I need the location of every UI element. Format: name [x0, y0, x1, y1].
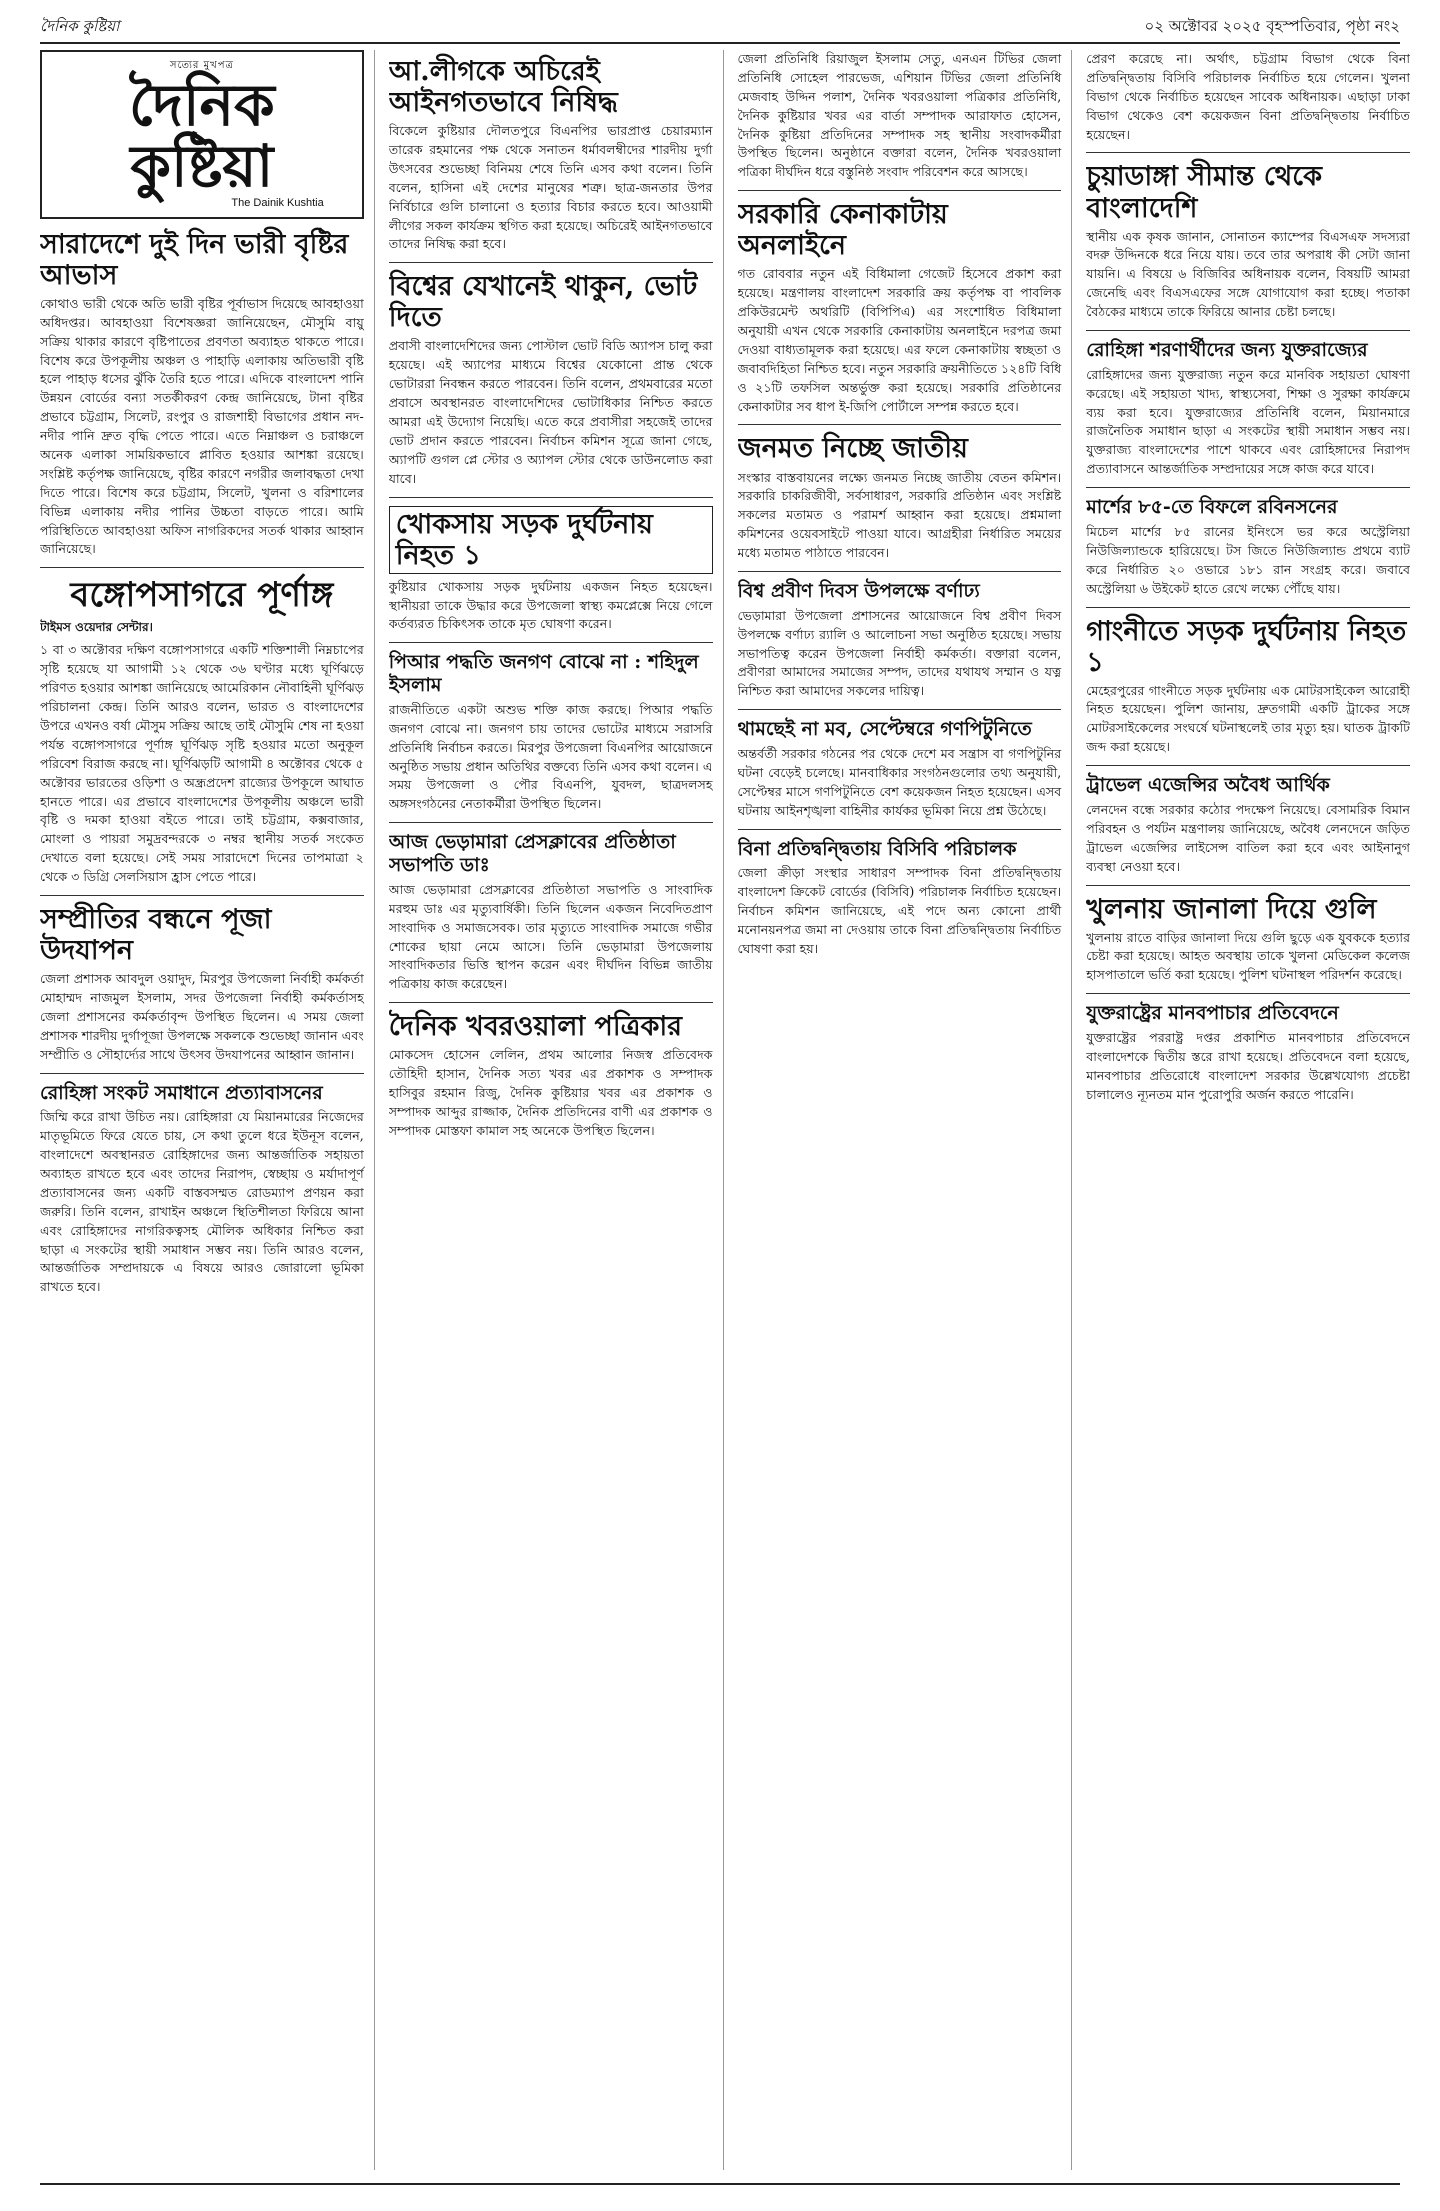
divider: [738, 190, 1062, 191]
headline-vote-abroad: বিশ্বের যেখানেই থাকুন, ভোট দিতে: [388, 271, 698, 334]
article-bcb-cont: প্রেরণ করেছে না। অর্থাৎ, চট্টগ্রাম বিভাগ থেকে বিনা প্রতিদ্বন্দ্বিতায় বিসিবি পরিচালক নির্বাচিত হয়ে গেলেন। খুলনা বিভাগ থেকে নির্বাচিত হয়েছেন সাবেক অধিনায়ক। এছাড়া ঢাকা বিভাগ থেকেও বেশ কয়েকজন বিনা প্রতিদ্বন্দ্বিতায় নির্বাচিত হয়েছেন।: [1086, 51, 1410, 142]
article-press-club-body: আজ ভেড়ামারা প্রেসক্লাবের প্রতিষ্ঠাতা সভাপতি ও সাংবাদিক মরহুম ডাঃ এর মৃত্যুবার্ষিকী। তিনি ছিলেন একজন নিবেদিতপ্রাণ সাংবাদিক ও সমাজসেবক। তার মৃত্যুতে সাংবাদিক সমাজে গভীর শোকের ছায়া নেমে আসে। তিনি ভেড়ামারা উপজেলায় সাংবাদিকতার ভিত্তি স্থাপন করেন এবং দীর্ঘদিন বিভিন্ন জাতীয় পত্রিকায় কাজ করেছেন।: [388, 881, 713, 992]
article-chuadanga-body: স্থানীয় এক কৃষক জানান, সোনাতন ক্যাম্পের বিএসএফ সদস্যরা বদরু উদ্দিনকে ধরে নিয়ে যায়। তবে তার অপরাধ কী সেটা জানা যায়নি। এ বিষয়ে ৬ বিজিবির অধিনায়ক বলেন, বিষয়টি আমরা জেনেছি এবং বিএসএফের সঙ্গে যোগাযোগ করা হচ্ছে। পতাকা বৈঠকের মাধ্যমে তাকে ফিরিয়ে আনার চেষ্টা চলছে।: [1086, 228, 1410, 320]
headline-bcb-director: বিনা প্রতিদ্বন্দ্বিতায় বিসিবি পরিচালক: [737, 837, 1017, 860]
article-rohingya-body: জিম্মি করে রাখা উচিত নয়। রোহিঙ্গারা যে মিয়ানমারের নিজেদের মাতৃভূমিতে ফিরে যেতে চায়, সে কথা তুলে ধরে ইউনূস বলেন, বাংলাদেশে অবস্থানরত রোহিঙ্গাদের জন্য আন্তর্জাতিক সহায়তা অব্যাহত রাখতে হবে এবং তাদের নিরাপদ, স্বেচ্ছায় ও মর্যাদাপূর্ণ প্রত্যাবাসনের জন্য একটি বাস্তবসম্মত রোডম্যাপ প্রণয়ন করা জরুরি। তিনি বলেন, রাখাইন অঞ্চলে স্থিতিশীলতা ফিরিয়ে আনা এবং রোহিঙ্গাদের নাগরিকত্বসহ মৌলিক অধিকার নিশ্চিত করা ছাড়া এ সংকটের স্থায়ী সমাধান সম্ভব নয়। তিনি আরও বলেন, আন্তর্জাতিক সম্প্রদায়কে এ বিষয়ে আরও জোরালো ভূমিকা রাখতে হবে।: [40, 1109, 364, 1295]
headline-bay-of-bengal: বঙ্গোপসাগরে পূর্ণাঙ্গ: [70, 575, 334, 616]
column-3: [738, 50, 1073, 2170]
divider: [1086, 487, 1410, 488]
divider: [40, 895, 364, 896]
divider: [389, 497, 713, 498]
column-4: [1086, 50, 1410, 2170]
article-uk-body: রোহিঙ্গাদের জন্য যুক্তরাজ্য নতুন করে মানবিক সহায়তা ঘোষণা করেছে। এই সহায়তা খাদ্য, স্বাস্থ্যসেবা, শিক্ষা ও সুরক্ষা কার্যক্রমে ব্যয় করা হবে। যুক্তরাজ্যের প্রতিনিধি বলেন, মিয়ানমারে রাজনৈতিক সমাধান ছাড়া এ সংকটের স্থায়ী সমাধান সম্ভব নয়। যুক্তরাজ্য বাংলাদেশের পাশে থাকবে এবং রোহিঙ্গাদের নিরাপদ প্রত্যাবাসনে আন্তর্জাতিক সম্প্রদায়ের সঙ্গে কাজ করে যাবে।: [1086, 366, 1410, 477]
headline-uk-rohingya: রোহিঙ্গা শরণার্থীদের জন্য যুক্তরাজ্যের: [1086, 339, 1368, 361]
masthead-tagline: সত্যের মুখপত্র: [169, 60, 234, 71]
headline-mob: থামছেই না মব, সেপ্টেম্বরে গণপিটুনিতে: [737, 718, 1032, 741]
headline-elderly-day: বিশ্ব প্রবীণ দিবস উপলক্ষে বর্ণাঢ্য: [737, 579, 980, 602]
masthead-title: দৈনিক কুষ্টিয়া: [129, 71, 275, 200]
headline-gangni-accident: গাংনীতে সড়ক দুর্ঘটনায় নিহত ১: [1086, 615, 1407, 678]
divider: [738, 424, 1062, 425]
article-khoborwala-body: মোকসেদ হোসেন লেলিন, প্রথম আলোর নিজস্ব প্রতিবেদক তৌহিদী হাসান, দৈনিক সত্য খবর এর প্রকাশক ও সম্পাদক হাসিবুর রহমান রিজু, দৈনিক কুষ্টিয়ার খবর এর প্রকাশক ও সম্পাদক আব্দুর রাজ্জাক, দৈনিক প্রতিদিনের বাণী এর প্রকাশক ও সম্পাদক মোস্তফা কামাল সহ অনেকে উপস্থিত ছিলেন।: [388, 1047, 713, 1138]
divider: [389, 642, 713, 643]
divider: [1086, 885, 1410, 886]
divider: [389, 822, 713, 823]
article-puja-body: জেলা প্রশাসক আবদুল ওয়াদুদ, মিরপুর উপজেলা নির্বাহী কর্মকর্তা মোহাম্মদ নাজমুল ইসলাম, সদর উপজেলা নির্বাহী কর্মকর্তাসহ জেলা প্রশাসনের কর্মকর্তাবৃন্দ উপস্থিত ছিলেন। এ সময় জেলা প্রশাসক শারদীয় দুর্গাপূজা উপলক্ষে সকলকে শুভেচ্ছা জানান এবং সম্প্রীতি ও সৌহার্দ্যের সাথে উৎসব উদযাপনের আহ্বান জানান।: [40, 971, 364, 1062]
article-khulna-body: খুলনায় রাতে বাড়ির জানালা দিয়ে গুলি ছুড়ে এক যুবককে হত্যার চেষ্টা করা হয়েছে। আহত অবস্থায় তাকে খুলনা মেডিকেল কলেজ হাসপাতালে ভর্তি করা হয়েছে। পুলিশ ঘটনাস্থল পরিদর্শন করেছে।: [1086, 929, 1410, 983]
masthead: [40, 50, 364, 219]
headline-press-club: আজ ভেড়ামারা প্রেসক্লাবের প্রতিষ্ঠাতা সভাপতি ডাঃ: [388, 831, 676, 877]
article-pay-body: সংস্কার বাস্তবায়নের লক্ষ্যে জনমত নিচ্ছে জাতীয় বেতন কমিশন। সরকারি চাকরিজীবী, সর্বসাধারণ, সরকারি প্রতিষ্ঠান এবং সংশ্লিষ্ট সকলের মতামত ও পরামর্শ আহ্বান করা হয়েছে। প্রশ্নমালা কমিশনের ওয়েবসাইটে পাওয়া যাবে। আগ্রহীরা নির্ধারিত সময়ের মধ্যে মতামত পাঠাতে পারবেন।: [737, 469, 1062, 561]
article-mob-body: অন্তর্বর্তী সরকার গঠনের পর থেকে দেশে মব সন্ত্রাস বা গণপিটুনির ঘটনা বেড়েই চলেছে। মানবাধিকার সংগঠনগুলোর তথ্য অনুযায়ী, সেপ্টেম্বর মাসে গণপিটুনিতে বেশ কয়েকজন নিহত হয়েছেন। এসব ঘটনায় আইনশৃঙ্খলা বাহিনীর কার্যকর ভূমিকা নিয়ে প্রশ্ন উঠেছে।: [737, 746, 1062, 818]
article-vote-body: প্রবাসী বাংলাদেশিদের জন্য পোস্টাল ভোট বিডি অ্যাপস চালু করা হয়েছে। এই অ্যাপের মাধ্যমে বিশ্বের যেকোনো প্রান্ত থেকে ভোটাররা নিবন্ধন করতে পারবেন। তিনি বলেন, প্রথমবারের মতো প্রবাসে অবস্থানরত বাংলাদেশিদের ভোটাধিকার নিশ্চিত করতে আমরা এই উদ্যোগ নিয়েছি। এতে করে প্রবাসীরা সহজেই তাদের ভোট প্রদান করতে পারবেন। নির্বাচন কমিশন সূত্রে জানা গেছে, অ্যাপটি গুগল প্লে স্টোর ও অ্যাপল স্টোর থেকে ডাউনলোড করা যাবে।: [388, 338, 713, 486]
headline-khoborwala: দৈনিক খবরওয়ালা পত্রিকার: [388, 1011, 683, 1043]
byline-weather: টাইমস ওয়েদার সেন্টার।: [40, 620, 153, 635]
header-paper-name: দৈনিক কুষ্টিয়া: [40, 16, 120, 35]
page-footer-rule: [40, 2183, 1400, 2193]
article-marsh-body: মিচেল মার্শের ৮৫ রানের ইনিংসে ভর করে অস্ট্রেলিয়া নিউজিল্যান্ডকে হারিয়েছে। টস জিতে নিউজিল্যান্ড প্রথমে ব্যাট করে নির্ধারিত ২০ ওভারে ১৮১ রান সংগ্রহ করে। জবাবে অস্ট্রেলিয়া ৬ উইকেট হাতে রেখে লক্ষ্যে পৌঁছে যায়।: [1086, 523, 1410, 596]
divider: [738, 571, 1062, 572]
divider: [1086, 152, 1410, 153]
column-2: [389, 50, 724, 2170]
headline-marsh: মার্শের ৮৫-তে বিফলে রবিনসনের: [1086, 496, 1338, 519]
headline-trafficking: যুক্তরাষ্ট্রের মানবপাচার প্রতিবেদনে: [1086, 1002, 1339, 1025]
headline-khulna-shooting: খুলনায় জানালা দিয়ে গুলি: [1086, 893, 1377, 925]
divider: [40, 1073, 364, 1074]
article-gangni-body: মেহেরপুরের গাংনীতে সড়ক দুর্ঘটনায় এক মোটরসাইকেল আরোহী নিহত হয়েছেন। পুলিশ জানায়, দ্রুতগামী একটি ট্রাকের সঙ্গে মোটরসাইকেলের সংঘর্ষে ঘটনাস্থলেই তার মৃত্যু হয়। ঘাতক ট্রাকটি জব্দ করা হয়েছে।: [1086, 682, 1410, 755]
headline-procurement: সরকারি কেনাকাটায় অনলাইনে: [737, 199, 948, 262]
divider: [1086, 993, 1410, 994]
article-al-body: বিকেলে কুষ্টিয়ার দৌলতপুরে বিএনপির ভারপ্রাপ্ত চেয়ারম্যান তারেক রহমানের পক্ষ থেকে সনাতন ধর্মাবলম্বীদের শারদীয় দুর্গা উৎসবের শুভেচ্ছা বিনিময় শেষে তিনি এসব কথা বলেন। তিনি বলেন, হাসিনা এই দেশের মানুষের শত্রু। ছাত্র-জনতার উপর নির্বিচারে গুলি চালানো ও হত্যার বিচার করতে হবে। আওয়ামী লীগের সকল কার্যক্রম স্থগিত করা হয়েছে। অচিরেই আইনগতভাবে তাদের নিষিদ্ধ করা হবে।: [388, 123, 713, 252]
divider: [1086, 330, 1410, 331]
divider: [40, 567, 364, 568]
article-khoksa-body: কুষ্টিয়ার খোকসায় সড়ক দুর্ঘটনায় একজন নিহত হয়েছেন। স্থানীয়রা তাকে উদ্ধার করে উপজেলা স্বাস্থ্য কমপ্লেক্সে নিয়ে গেলে কর্তব্যরত চিকিৎসক তাকে মৃত ঘোষণা করেন।: [388, 578, 713, 632]
headline-rohingya: রোহিঙ্গা সংকট সমাধানে প্রত্যাবাসনের: [40, 1081, 323, 1104]
headline-khoksa-accident: খোকসায় সড়ক দুর্ঘটনায় নিহত ১: [389, 506, 713, 574]
headline-chuadanga-border: চুয়াডাঙ্গা সীমান্ত থেকে বাংলাদেশি: [1086, 161, 1322, 224]
header-date-page: ০২ অক্টোবর ২০২৫ বৃহস্পতিবার, পৃষ্ঠা নং২: [1144, 16, 1400, 35]
column-1: [40, 50, 375, 2170]
article-bcb-body: জেলা ক্রীড়া সংস্থার সাধারণ সম্পাদক বিনা প্রতিদ্বন্দ্বিতায় বাংলাদেশ ক্রিকেট বোর্ডের (বিসিবি) পরিচালক নির্বাচিত হয়েছেন। নির্বাচন কমিশন জানিয়েছে, এই পদে অন্য কোনো প্রার্থী মনোনয়নপত্র জমা না দেওয়ায় তাকে বিনা প্রতিদ্বন্দ্বিতায় নির্বাচিত ঘোষণা করা হয়।: [737, 865, 1062, 956]
article-trafficking-body: যুক্তরাষ্ট্রের পররাষ্ট্র দপ্তর প্রকাশিত মানবপাচার প্রতিবেদনে বাংলাদেশকে দ্বিতীয় স্তরে রাখা হয়েছে। প্রতিবেদনে বলা হয়েছে, মানবপাচার প্রতিরোধে বাংলাদেশ সরকার উল্লেখযোগ্য প্রচেষ্টা চালালেও ন্যূনতম মান পুরোপুরি অর্জন করতে পারেনি।: [1086, 1030, 1410, 1102]
divider: [1086, 607, 1410, 608]
divider: [1086, 765, 1410, 766]
divider: [389, 1002, 713, 1003]
headline-awami-league: আ.লীগকে অচিরেই আইনগতভাবে নিষিদ্ধ: [388, 56, 618, 119]
headline-travel-agency: ট্রাভেল এজেন্সির অবৈধ আর্থিক: [1086, 774, 1330, 797]
masthead-english: The Dainik Kushtia: [231, 196, 324, 209]
headline-pr-system: পিআর পদ্ধতি জনগণ বোঝে না : শহিদুল ইসলাম: [388, 651, 699, 697]
article-rain-body: কোথাও ভারী থেকে অতি ভারী বৃষ্টির পূর্বাভাস দিয়েছে আবহাওয়া অধিদপ্তর। আবহাওয়া বিশেষজ্ঞরা জানিয়েছেন, মৌসুমি বায়ু সক্রিয় থাকার কারণে বৃষ্টিপাতের প্রবণতা অব্যাহত থাকতে পারে। বিশেষ করে উপকূলীয় অঞ্চল ও পাহাড়ি এলাকায় অতিভারী বৃষ্টি হলে পাহাড় ধসের ঝুঁকি তৈরি হতে পারে। এদিকে বাংলাদেশ পানি উন্নয়ন বোর্ডের বন্যা সতর্কীকরণ কেন্দ্র জানিয়েছে, টানা বৃষ্টির প্রভাবে চট্টগ্রাম, সিলেট, রংপুর ও রাজশাহী বিভাগের প্রধান নদ-নদীর পানি দ্রুত বৃদ্ধি পেতে পারে। এতে নিম্নাঞ্চল ও চরাঞ্চলে অনেক এলাকা সাময়িকভাবে প্লাবিত হওয়ার আশঙ্কা রয়েছে। সংশ্লিষ্ট কর্তৃপক্ষ জানিয়েছে, বৃষ্টির কারণে নগরীর জলাবদ্ধতা দেখা দিতে পারে। বিশেষ করে চট্টগ্রাম, সিলেট, খুলনা ও বরিশালের বিভিন্ন এলাকায় নদীর পানির উচ্চতা বাড়তে পারে। আমি পরিস্থিতিতে আবহাওয়া অফিস নাগরিকদের সতর্ক থাকার আহ্বান জানিয়েছে।: [40, 295, 364, 557]
divider: [738, 829, 1062, 830]
divider: [738, 709, 1062, 710]
page-header: [40, 12, 1400, 44]
article-bay-body: ১ বা ৩ অক্টোবর দক্ষিণ বঙ্গোপসাগরে একটি শক্তিশালী নিম্নচাপের সৃষ্টি হয়েছে যা আগামী ১২ থেকে ৩৬ ঘণ্টার মধ্যে ঘূর্ণিঝড়ে পরিণত হওয়ার আশঙ্কা জানিয়েছে আমেরিকান নৌবাহিনী ঘূর্ণিঝড় পরিচালনা কেন্দ্র। তিনি আরও বলেন, ভারত ও বাংলাদেশের উপরে এখনও বর্ষা মৌসুম সক্রিয় আছে তাই মৌসুমি শেষ না হওয়া পর্যন্ত বঙ্গোপসাগরে পূর্ণাঙ্গ ঘূর্ণিঝড় সৃষ্টি হওয়ার মতো অনুকূল পরিবেশ বিরাজ করছে না। ঘূর্ণিঝড়টি আগামী ৪ অক্টোবর থেকে ৫ অক্টোবর ভারতের ওড়িশা ও অন্ধ্রপ্রদেশ রাজ্যের উপকূলে আঘাত হানতে পারে। এর প্রভাবে বাংলাদেশের উপকূলীয় অঞ্চলে ভারী বৃষ্টি ও দমকা হাওয়া বইতে পারে। তাই চট্টগ্রাম, কক্সবাজার, মোংলা ও পায়রা সমুদ্রবন্দরকে ৩ নম্বর স্থানীয় সতর্ক সংকেত দেখাতে বলা হয়েছে। সেই সময় সারাদেশে দিনের তাপমাত্রা ২ থেকে ৩ ডিগ্রি সেলসিয়াস হ্রাস পেতে পারে।: [40, 642, 364, 885]
article-pr-body: রাজনীতিতে একটা অশুভ শক্তি কাজ করছে। পিআর পদ্ধতি জনগণ বোঝে না। জনগণ চায় তাদের ভোটের মাধ্যমে সরাসরি প্রতিনিধি নির্বাচন করতে। মিরপুর উপজেলা বিএনপির আয়োজনে অনুষ্ঠিত সভায় প্রধান অতিথির বক্তব্যে তিনি এসব কথা বলেন। এ সময় উপজেলা ও পৌর বিএনপি, যুবদল, ছাত্রদলসহ অঙ্গসংগঠনের নেতাকর্মীরা উপস্থিত ছিলেন।: [388, 701, 713, 812]
page-columns: [40, 50, 1410, 2170]
article-elderly-body: ভেড়ামারা উপজেলা প্রশাসনের আয়োজনে বিশ্ব প্রবীণ দিবস উপলক্ষে বর্ণাঢ্য র‍্যালি ও আলোচনা সভা অনুষ্ঠিত হয়েছে। সভায় সভাপতিত্ব করেন উপজেলা নির্বাহী কর্মকর্তা। বক্তারা বলেন, প্রবীণরা আমাদের সমাজের সম্পদ, তাদের যথাযথ সম্মান ও যত্ন নিশ্চিত করা আমাদের সকলের দায়িত্ব।: [737, 607, 1062, 699]
headline-pay-commission: জনমত নিচ্ছে জাতীয়: [737, 433, 968, 465]
headline-puja: সম্প্রীতির বন্ধনে পূজা উদযাপন: [40, 904, 272, 967]
article-procurement-body: গত রোববার নতুন এই বিধিমালা গেজেট হিসেবে প্রকাশ করা হয়েছে। মন্ত্রণালয় বাংলাদেশ সরকারি ক্রয় কর্তৃপক্ষ বা পাবলিক প্রকিউরমেন্ট অথরিটি (বিপিপিএ) এর সংশোধিত বিধিমালা অনুযায়ী এখন থেকে সরকারি কেনাকাটায় অনলাইনে দরপত্র জমা দেওয়া বাধ্যতামূলক করা হয়েছে। এর ফলে কেনাকাটায় স্বচ্ছতা ও জবাবদিহিতা নিশ্চিত হবে। নতুন সরকারি ক্রয়নীতিতে ১২৪টি বিধি ও ২১টি তফসিল অন্তর্ভুক্ত করা হয়েছে। সরকারি প্রতিষ্ঠানের কেনাকাটার সব ধাপ ই-জিপি পোর্টালে সম্পন্ন করতে হবে।: [737, 266, 1062, 414]
article-travel-body: লেনদেন বন্ধে সরকার কঠোর পদক্ষেপ নিয়েছে। বেসামরিক বিমান পরিবহন ও পর্যটন মন্ত্রণালয় জানিয়েছে, অবৈধ লেনদেনে জড়িত ট্রাভেল এজেন্সির লাইসেন্স বাতিল করা হবে এবং আইনানুগ ব্যবস্থা নেওয়া হবে।: [1086, 801, 1410, 874]
divider: [389, 262, 713, 263]
headline-rain: সারাদেশে দুই দিন ভারী বৃষ্টির আভাস: [40, 228, 349, 291]
article-khoborwala-cont: জেলা প্রতিনিধি রিয়াজুল ইসলাম সেতু, এনএন টিভির জেলা প্রতিনিধি সোহেল পারভেজ, এশিয়ান টিভির জেলা প্রতিনিধি মেজবাহ উদ্দিন পলাশ, দৈনিক খবরওয়ালা পত্রিকার প্রতিনিধি, দৈনিক কুষ্টিয়ার খবর এর বার্তা সম্পাদক আরাফাত হোসেন, দৈনিক কুষ্টিয়া প্রতিদিনের সম্পাদক সহ স্থানীয় সংবাদকর্মীরা উপস্থিত ছিলেন। অনুষ্ঠানে বক্তারা বলেন, দৈনিক খবরওয়ালা পত্রিকা দীর্ঘদিন ধরে বস্তুনিষ্ঠ সংবাদ পরিবেশন করে আসছে।: [737, 51, 1062, 180]
